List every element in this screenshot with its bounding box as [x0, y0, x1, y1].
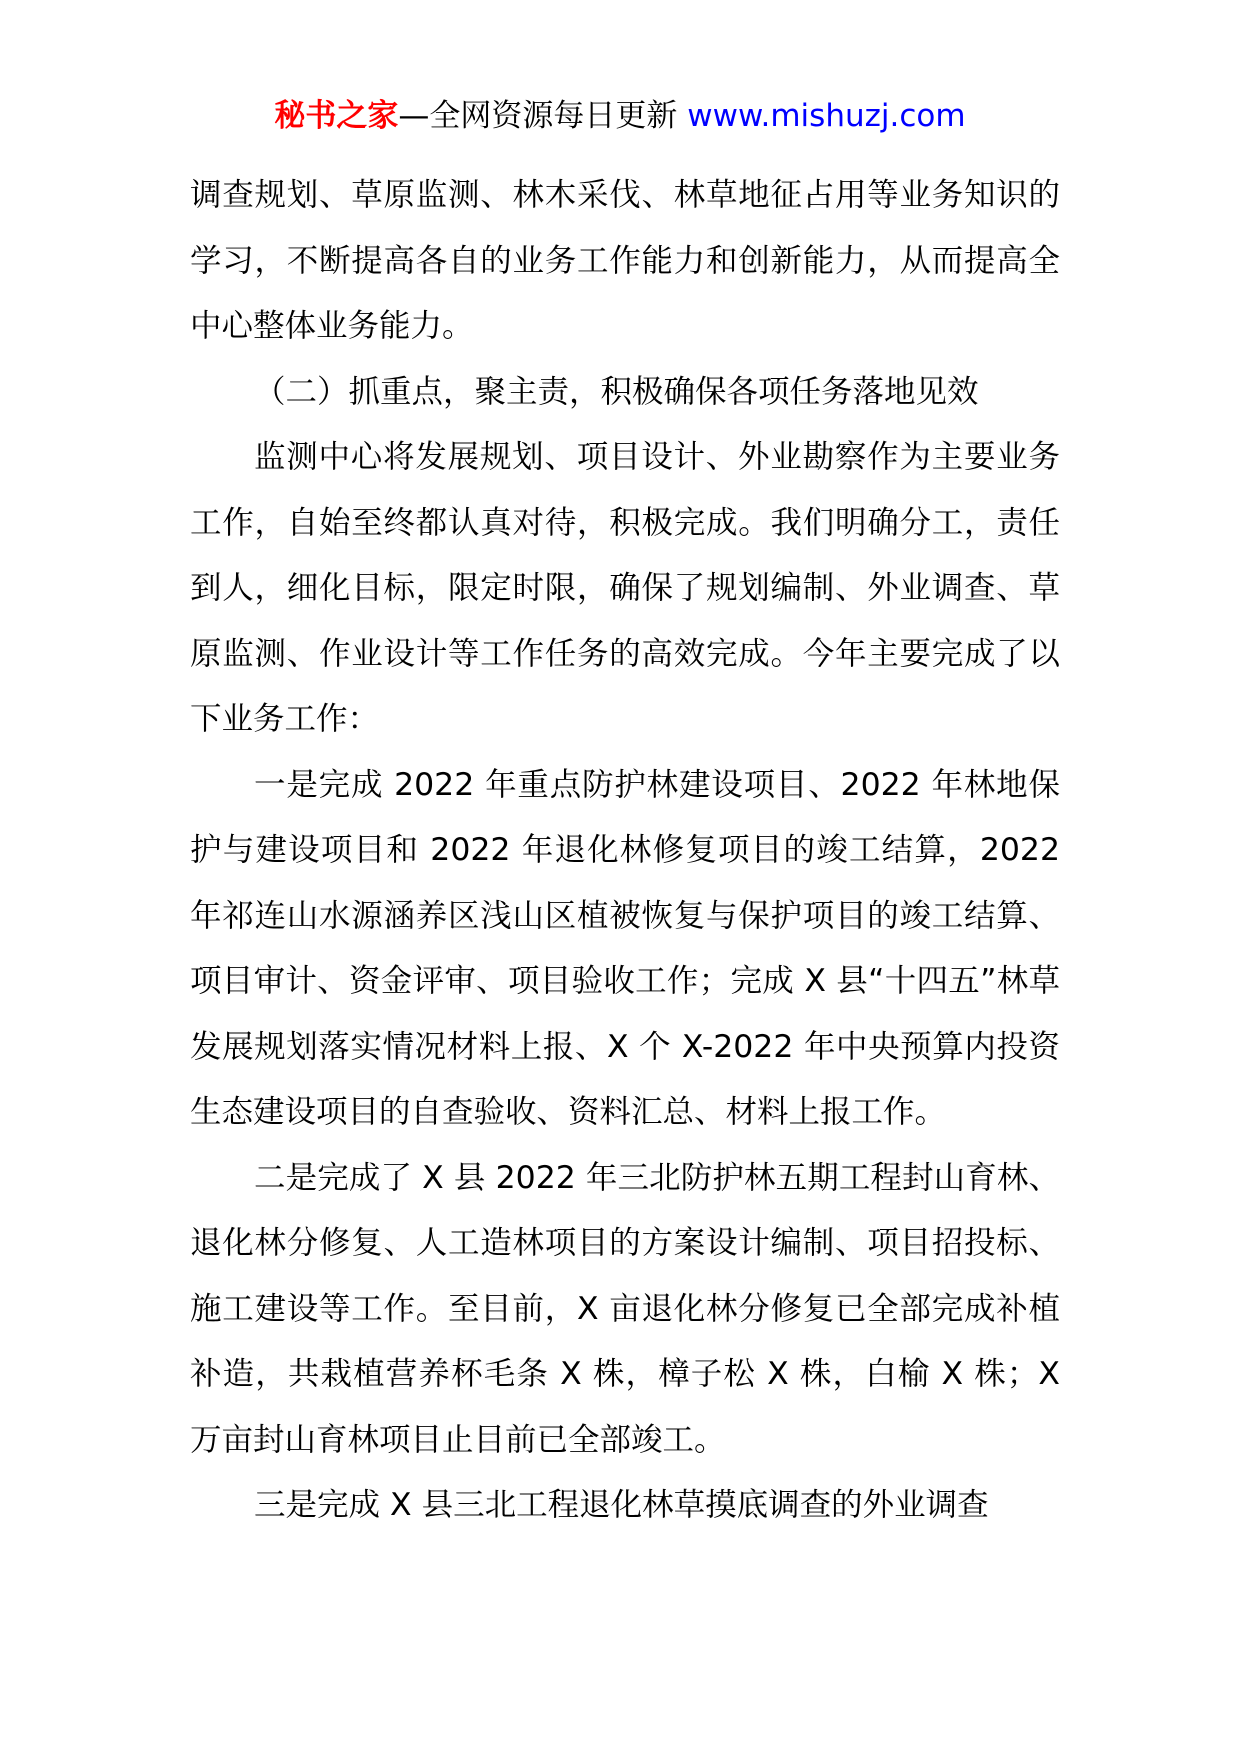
- paragraph-item-one: 一是完成 2022 年重点防护林建设项目、2022 年林地保护与建设项目和 2022 年退化林修复项目的竣工结算，2022 年祁连山水源涵养区浅山区植被恢复与保护项目的竣工结算、项目审计、资金评审、项目验收工作；完成 X 县“十四五”林草发展规划落实情况材料上报、X 个 X-2022 年中央预算内投资生态建设项目的自查验收、资料汇总、材料上报工作。: [190, 766, 1060, 1130]
- paragraph-continuation: 调查规划、草原监测、林木采伐、林草地征占用等业务知识的学习，不断提高各自的业务工作能力和创新能力，从而提高全中心整体业务能力。: [190, 177, 1060, 344]
- paragraph-item-three: 三是完成 X 县三北工程退化林草摸底调查的外业调查: [254, 1487, 989, 1523]
- paragraph-overview: 监测中心将发展规划、项目设计、外业勘察作为主要业务工作，自始至终都认真对待，积极完成。我们明确分工，责任到人，细化目标，限定时限，确保了规划编制、外业调查、草原监测、作业设计等工作任务的高效完成。今年主要完成了以下业务工作：: [190, 439, 1060, 737]
- header-tagline: —全网资源每日更新: [398, 98, 688, 134]
- site-url-link[interactable]: www.mishuzj.com: [687, 98, 966, 134]
- page-header: [0, 96, 1240, 136]
- document-body: [190, 163, 1060, 1539]
- brand-name: 秘书之家: [274, 98, 399, 134]
- section-heading: （二）抓重点，聚主责，积极确保各项任务落地见效: [254, 373, 979, 410]
- paragraph-item-two: 二是完成了 X 县 2022 年三北防护林五期工程封山育林、退化林分修复、人工造林项目的方案设计编制、项目招投标、施工建设等工作。至目前，X 亩退化林分修复已全部完成补植补造，共栽植营养杯毛条 X 株，樟子松 X 株，白榆 X 株；X 万亩封山育林项目止目前已全部竣工。: [190, 1159, 1060, 1458]
